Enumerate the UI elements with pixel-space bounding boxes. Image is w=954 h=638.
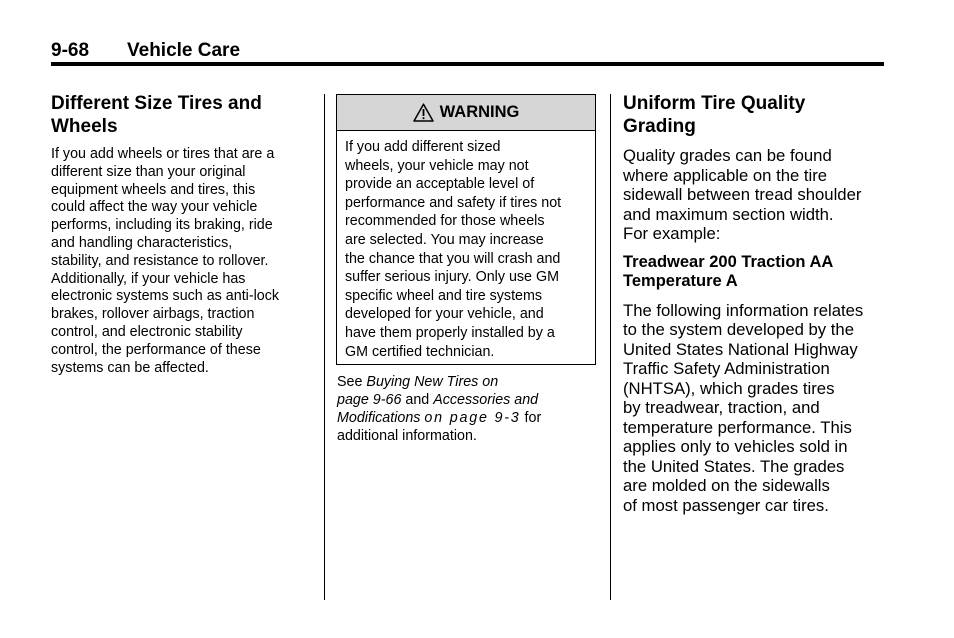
link-accessories-and-modifications[interactable]: Accessories and (433, 391, 539, 408)
header-rule (51, 62, 884, 66)
page-header (51, 38, 884, 66)
see-suffix: for (520, 409, 542, 426)
page-number: 9-68 (51, 40, 90, 61)
see-suffix-final: additional information. (337, 427, 477, 444)
section-title: Vehicle Care (127, 40, 241, 61)
see-also-paragraph (337, 374, 599, 446)
column-different-size-tires (51, 92, 313, 377)
link-accessories-page[interactable]: on page 9-3 (424, 409, 521, 426)
warning-box (336, 94, 596, 365)
quality-grades-intro: Quality grades can be found where applicable on the tire sidewall between tread shoulder and maximum section width. For example: (623, 146, 862, 243)
column-divider-right (610, 94, 611, 600)
link-accessories-modifications-cont[interactable]: Modifications (337, 409, 425, 426)
column-divider-left (324, 94, 325, 600)
different-size-tires-paragraph: If you add wheels or tires that are a different size than your original equipment wheels and tires, this could affect the way your vehicle performs, including its braking, ride and handling characteristics, stability, and resistance to rollover. Additionally, if your vehicle has electronic systems such as anti-lock brakes, rollover airbags, traction control, and electronic stability control, the performance of these systems can be affected. (51, 146, 280, 376)
warning-header (337, 95, 595, 131)
see-connector: and (401, 391, 434, 408)
link-buying-new-tires-page[interactable]: page 9-66 (337, 391, 402, 408)
grade-example: Treadwear 200 Traction AA Temperature A (623, 252, 834, 290)
column-uniform-tire-quality (623, 92, 885, 524)
warning-text: If you add different sized wheels, your vehicle may not provide an acceptable level of performance and safety if tires not recommended for those wheels are selected. You may increase the chance that you will crash and suffer serious injury. Only use GM specific wheel and tire systems developed for your vehicle, and have them properly installed by a GM certified technician. (345, 139, 562, 360)
link-buying-new-tires[interactable]: Buying New Tires on (366, 374, 499, 390)
see-prefix: See (337, 374, 367, 390)
warning-triangle-icon (413, 103, 434, 122)
warning-label: WARNING (439, 103, 520, 121)
nhtsa-info-paragraph: The following information relates to the system developed by the United States National Highway Traffic Safety Administration (NHTSA), which grades tires by treadwear, traction, and temperature performance. This applies only to vehicles sold in the United States. The grades are molded on the sidewalls of most passenger car tires. (623, 300, 864, 515)
heading-uniform-tire-quality: Uniform Tire Quality Grading (623, 93, 806, 137)
heading-different-size-tires: Different Size Tires and Wheels (51, 93, 262, 137)
